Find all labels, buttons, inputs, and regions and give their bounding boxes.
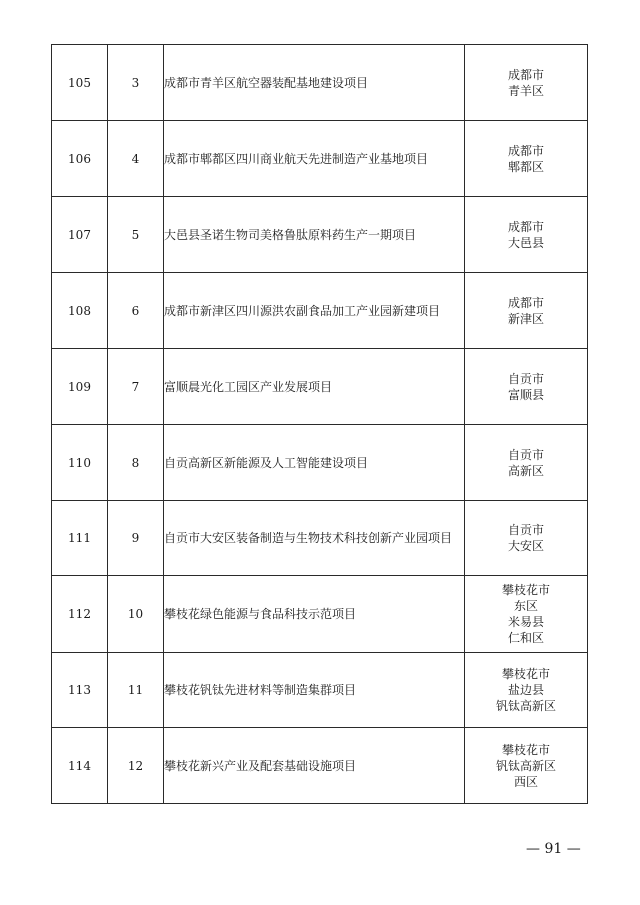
region-line: 成都市 xyxy=(507,143,544,158)
project-name: 成都市郫都区四川商业航天先进制造产业基地项目 xyxy=(164,121,465,197)
sub-number: 11 xyxy=(108,653,164,728)
table-row xyxy=(52,576,588,653)
region-line: 成都市 xyxy=(507,67,544,82)
region-line: 成都市 xyxy=(507,219,544,234)
region-cell xyxy=(465,501,588,576)
project-name: 自贡市大安区装备制造与生物技术科技创新产业园项目 xyxy=(164,501,465,576)
table-row xyxy=(52,197,588,273)
table-row xyxy=(52,501,588,576)
region-line: 高新区 xyxy=(507,463,544,478)
region-line: 米易县 xyxy=(507,615,544,629)
region-line: 成都市 xyxy=(507,295,544,310)
project-name: 成都市青羊区航空器装配基地建设项目 xyxy=(164,45,465,121)
row-number: 111 xyxy=(52,501,108,576)
region-cell xyxy=(465,45,588,121)
region-line: 攀枝花市 xyxy=(501,742,550,757)
region-line: 自贡市 xyxy=(507,523,544,537)
region-cell xyxy=(465,425,588,501)
table-row xyxy=(52,425,588,501)
project-name: 自贡高新区新能源及人工智能建设项目 xyxy=(164,425,465,501)
region-line: 攀枝花市 xyxy=(501,667,550,681)
region-line: 钒钛高新区 xyxy=(495,699,556,713)
table-row xyxy=(52,121,588,197)
region-line: 大邑县 xyxy=(507,235,544,250)
table-row xyxy=(52,45,588,121)
region-cell xyxy=(465,121,588,197)
region-line: 西区 xyxy=(513,774,538,789)
row-number: 106 xyxy=(52,121,108,197)
region-line: 新津区 xyxy=(507,311,544,326)
table-row xyxy=(52,349,588,425)
project-name: 成都市新津区四川源洪农副食品加工产业园新建项目 xyxy=(164,273,465,349)
project-name: 攀枝花钒钛先进材料等制造集群项目 xyxy=(164,653,465,728)
page-number: — 91 — xyxy=(526,841,581,857)
region-line: 自贡市 xyxy=(507,371,544,386)
project-name: 大邑县圣诺生物司美格鲁肽原料药生产一期项目 xyxy=(164,197,465,273)
row-number: 113 xyxy=(52,653,108,728)
table-row xyxy=(52,273,588,349)
table-row xyxy=(52,653,588,728)
region-cell xyxy=(465,273,588,349)
region-cell xyxy=(465,349,588,425)
row-number: 114 xyxy=(52,728,108,804)
region-line: 东区 xyxy=(513,599,538,613)
region-line: 大安区 xyxy=(507,539,544,553)
project-name: 攀枝花绿色能源与食品科技示范项目 xyxy=(164,576,465,653)
project-name: 富顺晨光化工园区产业发展项目 xyxy=(164,349,465,425)
sub-number: 7 xyxy=(108,349,164,425)
region-line: 仁和区 xyxy=(507,631,544,645)
sub-number: 9 xyxy=(108,501,164,576)
sub-number: 10 xyxy=(108,576,164,653)
region-cell xyxy=(465,653,588,728)
sub-number: 8 xyxy=(108,425,164,501)
sub-number: 12 xyxy=(108,728,164,804)
region-line: 青羊区 xyxy=(507,83,544,98)
row-number: 109 xyxy=(52,349,108,425)
sub-number: 6 xyxy=(108,273,164,349)
region-line: 富顺县 xyxy=(507,387,544,402)
project-name: 攀枝花新兴产业及配套基础设施项目 xyxy=(164,728,465,804)
sub-number: 4 xyxy=(108,121,164,197)
row-number: 105 xyxy=(52,45,108,121)
region-cell xyxy=(465,197,588,273)
region-line: 郫都区 xyxy=(507,159,544,174)
region-line: 钒钛高新区 xyxy=(495,758,556,773)
region-line: 自贡市 xyxy=(507,447,544,462)
region-cell xyxy=(465,576,588,653)
table-row xyxy=(52,728,588,804)
row-number: 112 xyxy=(52,576,108,653)
project-table xyxy=(51,44,588,804)
row-number: 107 xyxy=(52,197,108,273)
region-line: 攀枝花市 xyxy=(501,583,550,597)
row-number: 108 xyxy=(52,273,108,349)
row-number: 110 xyxy=(52,425,108,501)
region-cell xyxy=(465,728,588,804)
sub-number: 5 xyxy=(108,197,164,273)
region-line: 盐边县 xyxy=(507,683,544,697)
sub-number: 3 xyxy=(108,45,164,121)
